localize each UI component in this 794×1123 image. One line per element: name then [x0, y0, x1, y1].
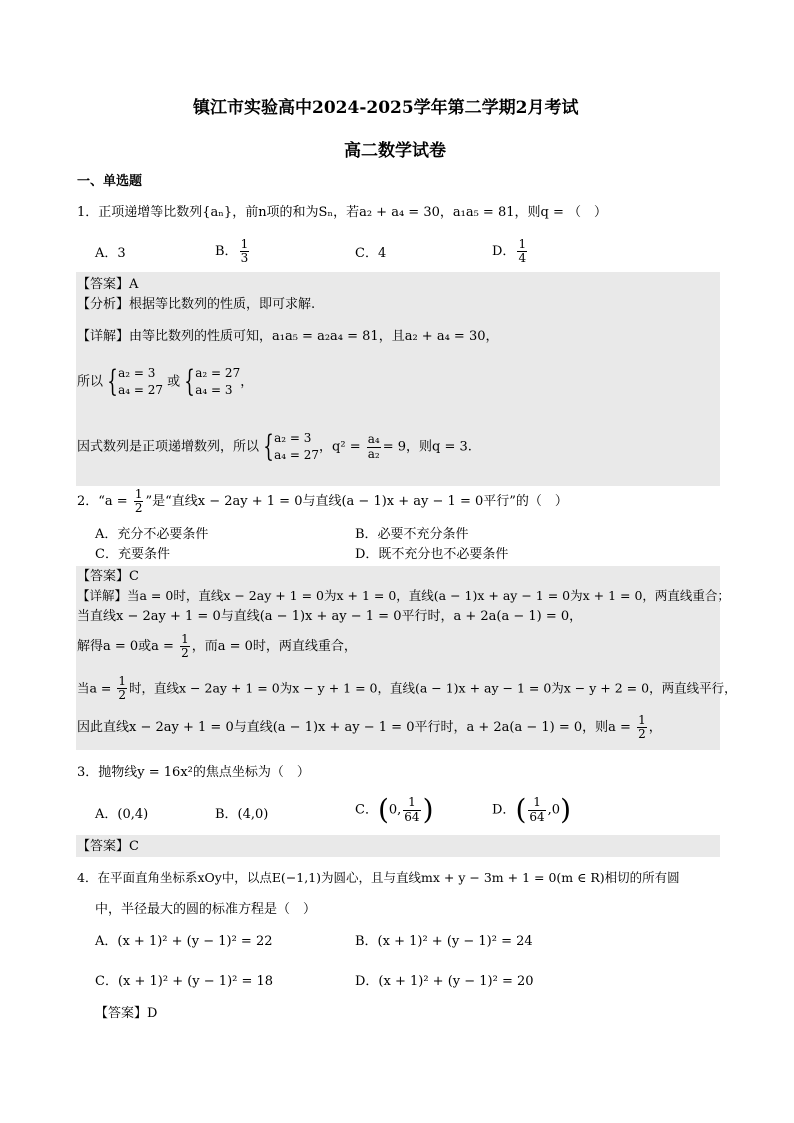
q3-option-a: A．(0,4) [95, 807, 149, 822]
q2-answer: 【答案】C [77, 569, 139, 584]
q3-stem: 3．抛物线y = 16x²的焦点坐标为（ ） [77, 765, 310, 780]
q4-stem-line-2: 中，半径最大的圆的标准方程是（ ） [95, 902, 317, 917]
q4-option-d: D．(x + 1)² + (y − 1)² = 20 [355, 974, 534, 989]
q2-detail-1: 【详解】当a = 0时，直线x − 2ay + 1 = 0为x + 1 = 0，直线(a − 1)x + ay − 1 = 0为x + 1 = 0，两直线重合； [77, 588, 730, 603]
q1-option-a: A．3 [95, 246, 126, 261]
q1-option-d: D． $\frac{1}{4}$ [492, 237, 527, 266]
page-subtitle: 高二数学试卷 [344, 141, 446, 161]
q3-option-b: B．(4,0) [215, 807, 269, 822]
q2-detail-4: 当a = $\frac{1}{2}$ 时，直线x − 2ay + 1 = 0为x − y + 1 = 0，直线(a − 1)x + ay − 1 = 0为x − y + 2 = 0，两直线平行， [77, 674, 737, 703]
q3-answer-shade [76, 835, 720, 857]
q4-option-b: B．(x + 1)² + (y − 1)² = 24 [355, 934, 533, 949]
q2-option-b: B．必要不充分条件 [355, 527, 469, 542]
q1-option-c: C．4 [355, 246, 387, 261]
q3-option-c: C．(0, $\frac{1}{64}$ ) [355, 793, 434, 826]
q3-answer: 【答案】C [77, 839, 139, 854]
q1-stem: 1．正项递增等比数列{aₙ}，前n项的和为Sₙ，若a₂ + a₄ = 30，a₁a₅ = 81，则q = （ ） [77, 205, 607, 220]
q2-detail-3: 解得a = 0或a = $\frac{1}{2}$ ，而a = 0时，两直线重合， [77, 632, 357, 661]
q2-detail-2: 当直线x − 2ay + 1 = 0与直线(a − 1)x + ay − 1 = 0平行时，a + 2a(a − 1) = 0， [77, 609, 583, 624]
q1-option-b: B． $\frac{1}{3}$ [215, 237, 249, 266]
q2-detail-5: 因此直线x − 2ay + 1 = 0与直线(a − 1)x + ay − 1 = 0平行时，a + 2a(a − 1) = 0，则a = $\frac{1}{2}$ ， [77, 713, 662, 742]
q1-conclusion: 因式数列是正项递增数列，所以 {a₂ = 3 a₄ = 27，q² = $\frac{\text{a₄}}{\text{a₂}}$ = 9，则q = 3. [77, 429, 472, 464]
q4-stem-line-1: 4．在平面直角坐标系xOy中，以点E(−1,1)为圆心，且与直线mx + y − 3m + 1 = 0(m ∈ R)相切的所有圆 [77, 870, 680, 885]
page-title: 镇江市实验高中2024-2025学年第二学期2月考试 [193, 98, 579, 118]
q2-option-d: D．既不充分也不必要条件 [355, 547, 509, 562]
q1-answer: 【答案】A [77, 277, 139, 292]
q2-stem: 2．“a = $\frac{1}{2}$ ”是“直线x − 2ay + 1 = 0与直线(a − 1)x + ay − 1 = 0平行”的（ ） [77, 487, 568, 516]
q1-analysis: 【分析】根据等比数列的性质，即可求解. [77, 297, 316, 312]
section-heading: 一、单选题 [77, 174, 143, 189]
q4-answer: 【答案】D [95, 1006, 158, 1021]
q1-detail: 【详解】由等比数列的性质可知，a₁a₅ = a₂a₄ = 81，且a₂ + a₄ = 30， [77, 329, 499, 344]
q4-option-a: A．(x + 1)² + (y − 1)² = 22 [95, 934, 273, 949]
q2-option-c: C．充要条件 [95, 547, 170, 562]
q2-option-a: A．充分不必要条件 [95, 527, 209, 542]
q4-option-c: C．(x + 1)² + (y − 1)² = 18 [95, 974, 274, 989]
q3-option-d: D．( $\frac{1}{64}$ ,0) [492, 793, 571, 826]
q1-systems: 所以 {a₂ = 3 a₄ = 27 或 {a₂ = 27 a₄ = 3， [77, 364, 254, 399]
